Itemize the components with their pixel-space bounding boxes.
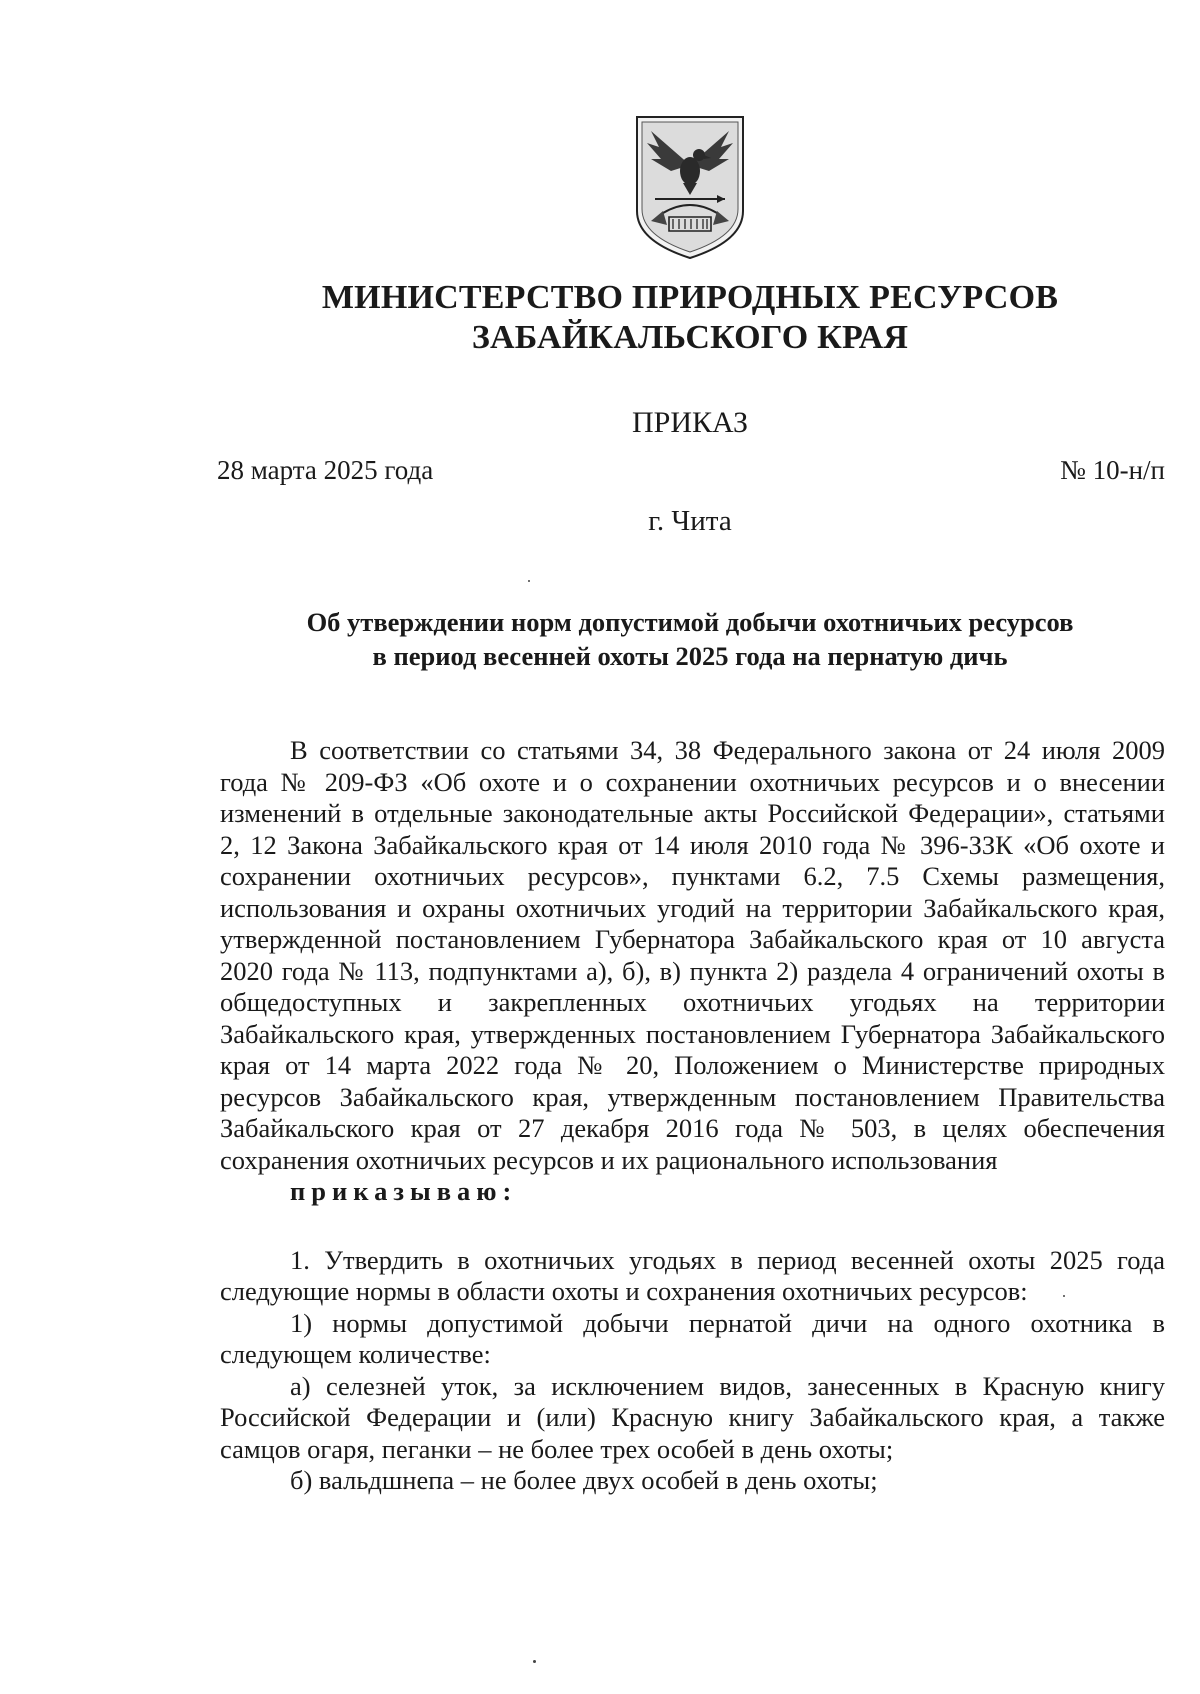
scan-speck: [533, 1660, 536, 1663]
clause-1-1-a: а) селезней уток, за исключением видов, занесенных в Красную книгу Российской Федерации и (или) Красную книгу Забайкальского края, а также самцов огаря, пеганки – не более трех особей в день охоты;: [220, 1370, 1165, 1464]
document-body: [220, 735, 1165, 1497]
clause-1-1-b: б) вальдшнепа – не более двух особей в день охоты;: [290, 1465, 878, 1495]
title-line-1: Об утверждении норм допустимой добычи охотничьих ресурсов: [306, 607, 1074, 637]
document-number: № 10-н/п: [1060, 455, 1165, 485]
title-line-2: в период весенней охоты 2025 года на пернатую дичь: [372, 641, 1008, 671]
ministry-line-2: ЗАБАЙКАЛЬСКОГО КРАЯ: [471, 319, 909, 356]
order-word: приказываю:: [290, 1176, 518, 1206]
scan-speck: [528, 580, 530, 582]
preamble-paragraph: В соответствии со статьями 34, 38 Федерального закона от 24 июля 2009 года № 209-ФЗ «Об охоте и о сохранении охотничьих ресурсов и о внесении изменений в отдельные законодательные акты Российской Федерации», статьями 2, 12 Закона Забайкальского края от 14 июля 2010 года № 396-ЗЗК «Об охоте и сохранении охотничьих ресурсов», пунктами 6.2, 7.5 Схемы размещения, использования и охраны охотничьих угодий на территории Забайкальского края, утвержденной постановлением Губернатора Забайкальского края от 10 августа 2020 года № 113, подпунктами а), б), в) пункта 2) раздела 4 ограничений охоты в общедоступных и закрепленных охотничьих угодьях на территории Забайкальского края, утвержденных постановлением Губернатора Забайкальского края от 14 марта 2022 года № 20, Положением о Министерстве природных ресурсов Забайкальского края, утвержденным постановлением Правительства Забайкальского края от 27 декабря 2016 года № 503, в целях обеспечения сохранения охотничьих ресурсов и их рационального использования: [220, 735, 1165, 1175]
scan-speck: [1063, 1295, 1065, 1297]
clause-1: 1. Утвердить в охотничьих угодьях в период весенней охоты 2025 года следующие нормы в области охоты и сохранения охотничьих ресурсов:: [220, 1244, 1165, 1306]
ministry-line-1: МИНИСТЕРСТВО ПРИРОДНЫХ РЕСУРСОВ: [321, 279, 1059, 316]
clause-1-1: 1) нормы допустимой добычи пернатой дичи на одного охотника в следующем количестве:: [220, 1307, 1165, 1369]
document-title: [0, 605, 1200, 673]
coat-of-arms-icon: [633, 113, 747, 261]
ministry-name: [0, 278, 1200, 358]
document-city: г. Чита: [648, 505, 732, 537]
document-type: ПРИКАЗ: [632, 406, 748, 439]
document-date: 28 марта 2025 года: [217, 455, 434, 485]
